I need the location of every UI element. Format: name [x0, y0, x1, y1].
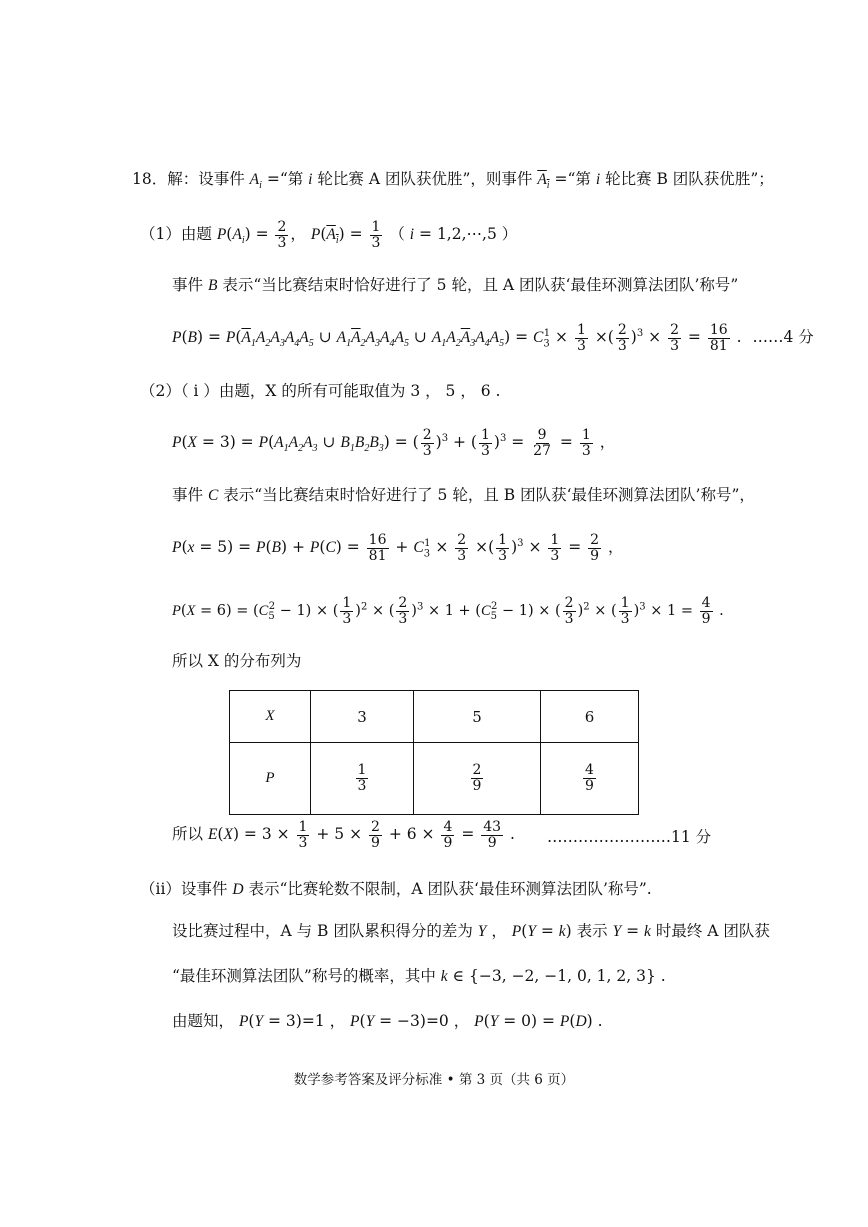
- line-part1-given: （1）由题 $P(A_i)$ = $\frac{2}{3}$ ， $P(A_i)$ = $\frac{1}{3}$ （ i = 1,2,⋯,5 ）: [140, 219, 518, 251]
- score-11: ……………………11 分: [547, 828, 712, 846]
- table-cell: 6: [541, 691, 639, 743]
- line-pb-formula: $P(B) = P(\overline{A}_1A_2A_3A_4A_5$ ∪ $A_1\overline{A}_2A_3A_4A_5$ ∪ $A_1A_2\overline{A}_3A_4A_5) = C_3^1$ × $\frac{1}{3}$ ×( $\frac{2}{3}$ )$^3$ × $\frac{2}{3}$ = $\frac{16}{81}$ . ……4 分: [172, 322, 814, 354]
- line-expectation: 所以 E(X) = 3 × $\frac{1}{3}$ + 5 × $\frac{2}{9}$ + 6 × $\frac{4}{9}$ = $\frac{43}{9}$ .: [172, 819, 515, 851]
- line-event-c: 事件 C 表示“当比赛结束时恰好进行了 5 轮，且 B 团队获‘最佳环测算法团队’称号”，: [172, 486, 755, 504]
- table-row: [230, 691, 639, 743]
- distribution-table: [229, 690, 639, 815]
- table-cell: $\frac{1}{3}$: [311, 743, 414, 815]
- part1-label: （1）由题: [140, 225, 212, 244]
- table-cell: 3: [311, 691, 414, 743]
- page-footer: 数学参考答案及评分标准 • 第 3 页（共 6 页）: [293, 1072, 575, 1088]
- line-y-definition: 设比赛过程中，A 与 B 团队累积得分的差为 Y ， P(Y = k) 表示 Y = k 时最终 A 团队获: [172, 922, 770, 940]
- table-cell: 5: [414, 691, 541, 743]
- line-event-b: 事件 B 表示“当比赛结束时恰好进行了 5 轮，且 A 团队获‘最佳环测算法团队’称号”: [172, 276, 739, 294]
- table-row: [230, 743, 639, 815]
- line-k-range: “最佳环测算法团队”称号的概率，其中 k ∈ {−3, −2, −1, 0, 1, 2, 3} .: [172, 967, 666, 985]
- line-boundary-values: 由题知， P(Y = 3)=1 ， P(Y = −3)=0 ， P(Y = 0) = P(D) .: [172, 1012, 603, 1030]
- score-4: ……4 分: [752, 328, 814, 347]
- line-distribution-intro: 所以 X 的分布列为: [172, 652, 302, 670]
- table-cell: $\frac{2}{9}$: [414, 743, 541, 815]
- line-part2-values: （2）（ i ）由题，X 的所有可能取值为 3 ， 5 ， 6 .: [140, 382, 501, 400]
- line-px6: $P(X = 6) = (C_5^2 - 1)$ × ( $\frac{1}{3}$ )$^2$ × ( $\frac{2}{3}$ )$^3 \times 1 + (C_5^2 - 1)$ × ( $\frac{2}{3}$ )$^2$ × ( $\frac{1}{3}$ )$^3$ × 1 = $\frac{4}{9}$ .: [172, 595, 724, 627]
- line-solution-intro: 18．解：设事件 $A_i$ =“第 i 轮比赛 A 团队获优胜”，则事件 $A_i$ =“第 i 轮比赛 B 团队获优胜”；: [132, 170, 774, 192]
- line-event-d: （ii）设事件 D 表示“比赛轮数不限制，A 团队获‘最佳环测算法团队’称号”.: [140, 880, 652, 898]
- fraction: $\frac{1}{3}$: [371, 219, 381, 251]
- table-header-p: P: [230, 743, 311, 815]
- line-px3: $P(X = 3) = P(A_1A_2A_3$ ∪ $B_1B_2B_3$) = ( $\frac{2}{3}$ )$^3$ + ( $\frac{1}{3}$ )$^3$ = $\frac{9}{27}$ = $\frac{1}{3}$ ，: [172, 427, 616, 459]
- fraction: $\frac{2}{3}$: [277, 219, 287, 251]
- line-px5: P(x = 5) = P(B) + P(C) = $\frac{16}{81}$ + $C_3^1$ × $\frac{2}{3}$ ×( $\frac{1}{3}$ )$^3$ × $\frac{1}{3}$ = $\frac{2}{9}$ ，: [172, 532, 624, 564]
- table-cell: $\frac{4}{9}$: [541, 743, 639, 815]
- table-header-x: X: [230, 691, 311, 743]
